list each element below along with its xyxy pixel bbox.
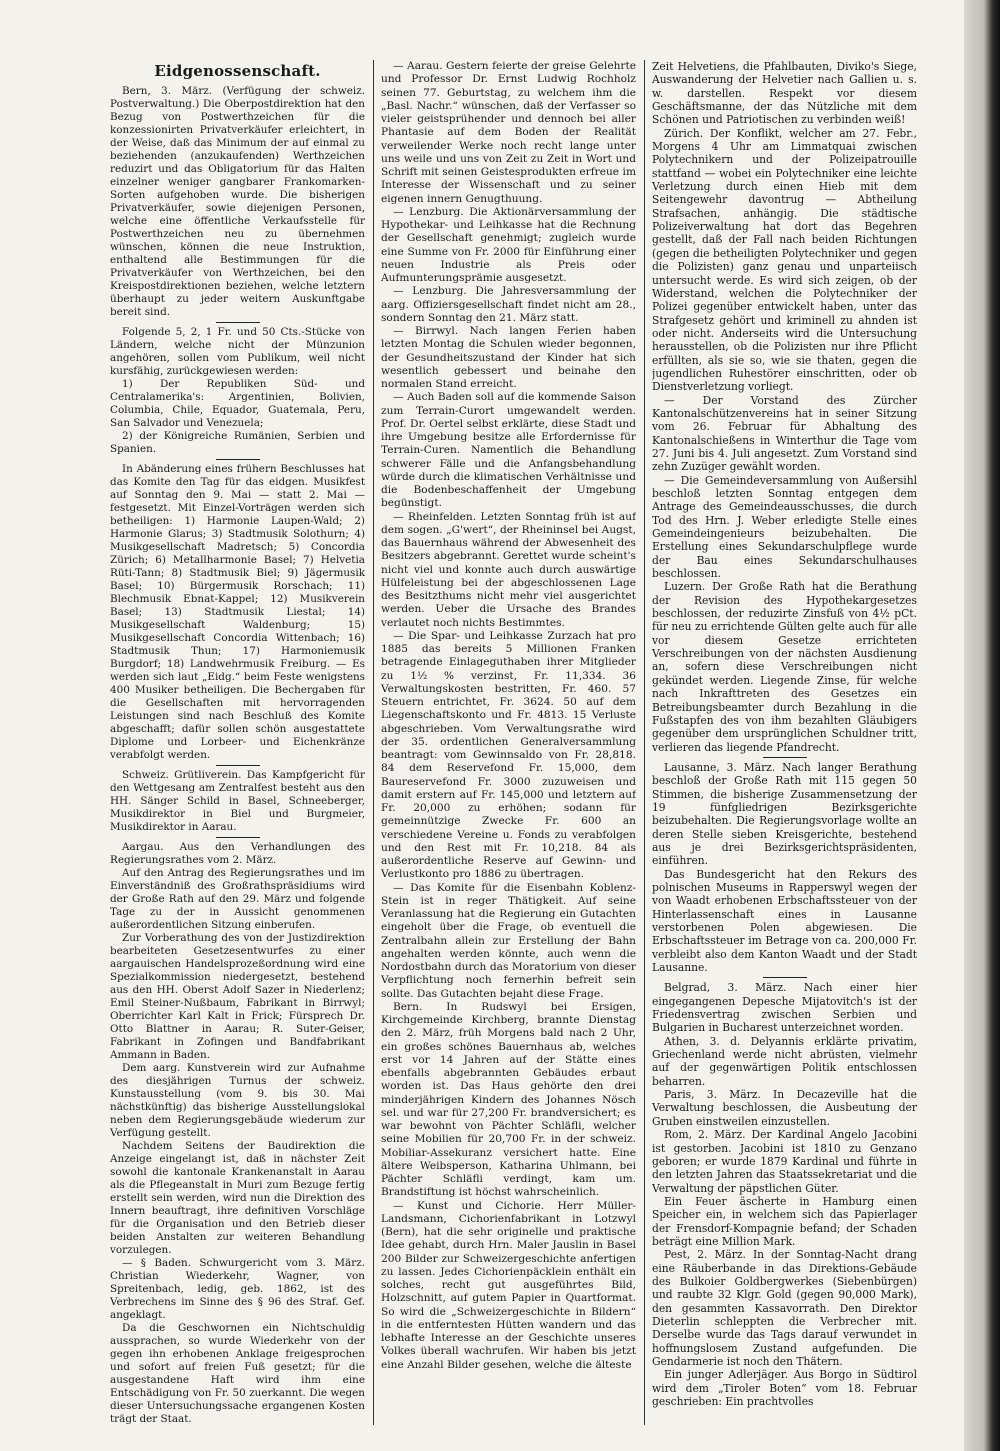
article-separator — [216, 837, 260, 838]
article-paragraph: Bern. In Rudswyl bei Ersigen, Kirchgemeinde Kirchberg, brannte Dienstag den 2. März, früh Morgens bald nach 2 Uhr, ein großes schönes Bauernhaus ab, welches erst vor 14 Jahren auf der Stätte eines ebenfalls abgebrannten Gebäudes erbaut worden ist. Das Haus gehörte den drei minderjährigen Kindern des Johannes Nösch sel. und war für 27,200 Fr. brandversichert; es war bewohnt von Pächter Schläfli, welcher seine Mobilien für 20,700 Fr. in der schweiz. Mobiliar-Assekuranz versichert hatte. Eine ältere Weibsperson, Katharina Uhlmann, bei Pächter Schläfli verdingt, kam um. Brandstiftung ist höchst wahrscheinlich. — [381, 1000, 636, 1199]
article-separator — [216, 459, 260, 460]
article-paragraph: Paris, 3. März. In Decazeville hat die Verwaltung beschlossen, die Ausbeutung der Gruben einstweilen einzustellen. — [652, 1088, 917, 1128]
column-rule-left — [373, 60, 374, 1425]
article-paragraph: — Rheinfelden. Letzten Sonntag früh ist auf dem sogen. „G'wert“, der Rheininsel bei Augst, das Bauernhaus während der Abwesenheit des Besitzers abgebrannt. Gerettet wurde scheint's nicht viel und konnte auch durch auswärtige Hülfeleistung bei der abgeschlossenen Lage des Besitzthums nicht mehr viel ausgerichtet werden. Ueber die Ursache des Brandes verlautet noch nichts Bestimmtes. — [381, 510, 636, 629]
article-paragraph: Da die Geschwornen ein Nichtschuldig aussprachen, so wurde Wiederkehr von der gegen ihn erhobenen Anklage freigesprochen und sofort auf freien Fuß gesetzt; für die ausgestandene Haft wird ihm eine Entschädigung von Fr. 50 zuerkannt. Die wegen dieser Untersuchungssache ergangenen Kosten trägt der Staat. — [110, 1322, 365, 1425]
article-paragraph: 2) der Königreiche Rumänien, Serbien und Spanien. — [110, 430, 365, 455]
article-paragraph: — § Baden. Schwurgericht vom 3. März. Christian Wiederkehr, Wagner, von Spreitenbach, ledig, geb. 1862, ist des Verbrechens im Sinne des § 96 des Straf. Gef. angeklagt. — [110, 1257, 365, 1321]
article-paragraph: — Aarau. Gestern feierte der greise Gelehrte und Professor Dr. Ernst Ludwig Rochholz seinen 77. Geburtstag, zu welchem ihm die „Basl. Nachr.“ wünschen, daß der Verfasser so vieler geistsprühender und dennoch bei aller Phantasie auf dem Boden der Realität verweilender Werke noch recht lange unter uns weile und uns von Zeit zu Zeit in Wort und Schrift mit seinen Geistesprodukten erfreue im Interesse der Wissenschaft und zu seiner eigenen innern Genugthuung. — [381, 60, 636, 205]
article-paragraph: Dem aarg. Kunstverein wird zur Aufnahme des diesjährigen Turnus der schweiz. Kunstausstellung (vom 9. bis 30. Mai nächstkünftig) das bisherige Ausstellungslokal neben dem Regierungsgebäude wiederum zur Verfügung gestellt. — [110, 1062, 365, 1139]
article-paragraph: Das Bundesgericht hat den Rekurs des polnischen Museums in Rapperswyl wegen der von Waadt erhobenen Erbschaftssteuer von der Hinterlassenschaft eines in Lausanne verstorbenen Polen abgewiesen. Die Erbschaftssteuer im Betrage von ca. 200,000 Fr. verbleibt also dem Kanton Waadt und der Stadt Lausanne. — [652, 867, 917, 975]
article-paragraph: Belgrad, 3. März. Nach einer hier eingegangenen Depesche Mijatovitch's ist der Friedensvertrag zwischen Serbien und Bulgarien in Bucharest unterzeichnet worden. — [652, 981, 917, 1035]
section-heading: Eidgenossenschaft. — [154, 62, 321, 80]
article-paragraph: — Kunst und Cichorie. Herr Müller-Landsmann, Cichorienfabrikant in Lotzwyl (Bern), hat die sehr originelle und praktische Idee gehabt, durch Hrn. Maler Jauslin in Basel 200 Bilder zur Schweizergeschichte anfertigen zu lassen. Jedes Cichorienpäcklein enthält ein solches, recht gut ausgeführtes Bild, Holzschnitt, auf gutem Papier in Quartformat. So wird die „Schweizergeschichte in Bildern“ in die entferntesten Hütten wandern und das lebhafte Interesse an der Geschichte unseres Volkes überall wachrufen. Wir haben bis jetzt eine Anzahl Bilder gesehen, welche die älteste — [381, 1199, 636, 1371]
column-3 — [652, 60, 917, 1425]
article-paragraph: Bern, 3. März. (Verfügung der schweiz. Postverwaltung.) Die Oberpostdirektion hat den Bezug von Postwerthzeichen für die konzessionirten Privatverkäufer erleichtert, in der Weise, daß das Minimum der auf einmal zu beziehenden (anzukaufenden) Werthzeichen reduzirt und das Obligatorium für das Halten einzelner weniger gangbarer Frankomarken-Sorten aufgehoben wurde. Die bisherigen Privatverkäufer, sowie diejenigen Personen, welche eine öffentliche Verkaufsstelle für Postwerthzeichen neu zu übernehmen wünschen, können die neue Instruktion, enthaltend alle Bestimmungen für die Privatverkäufer von Werthzeichen, bei den Kreispostdirektionen beziehen, welche letztern überhaupt zu jeder weitern Auskunftgabe bereit sind. — [110, 85, 365, 318]
article-paragraph: Nachdem Seitens der Baudirektion die Anzeige eingelangt ist, daß in nächster Zeit sowohl die kantonale Krankenanstalt in Aarau als die Pflegeanstalt in Muri zum Bezuge fertig erstellt sein werden, wird nun die Direktion des Innern beauftragt, ihre definitiven Vorschläge für die Organisation und den Betrieb dieser beiden Anstalten zur weiteren Behandlung vorzulegen. — [110, 1140, 365, 1256]
article-paragraph: — Auch Baden soll auf die kommende Saison zum Terrain-Curort umgewandelt werden. Prof. Dr. Oertel selbst erklärte, diese Stadt und ihre Umgebung besitze alle Erfordernisse für Terrain-Curen. Namentlich die Behandlung schwerer Fälle und die Anfangsbehandlung würde durch die klimatischen Verhältnisse und die Bodenbeschaffenheit der Umgebung begünstigt. — [381, 391, 636, 510]
article-paragraph: — Die Gemeindeversammlung von Außersihl beschloß letzten Sonntag entgegen dem Antrage des Gemeindeausschusses, die durch Tod des Hrn. J. Weber erledigte Stelle eines Gemeindeingenieurs beizubehalten. Die Erstellung eines Sekundarschulpflege wurde der Bau eines Sekundarschulhauses beschlossen. — [652, 473, 917, 581]
article-paragraph: Schweiz. Grütliverein. Das Kampfgericht für den Wettgesang am Zentralfest besteht aus den HH. Sänger Schild in Basel, Schneeberger, Musikdirektor in Biel und Burgmeier, Musikdirektor in Aarau. — [110, 769, 365, 833]
article-paragraph: Athen, 3. d. Delyannis erklärte privatim, Griechenland werde nicht abrüsten, vielmehr auf der gegenwärtigen Politik entschlossen beharren. — [652, 1034, 917, 1088]
article-paragraph: Aargau. Aus den Verhandlungen des Regierungsrathes vom 2. März. — [110, 841, 365, 866]
article-paragraph: Pest, 2. März. In der Sonntag-Nacht drang eine Räuberbande in das Direktions-Gebäude des Bulkoier Goldbergwerkes (Siebenbürgen) und raubte 32 Klgr. Gold (gegen 90,000 Mark), den gesammten Kassavorrath. Den Direktor Dieterlin schleppten die Verbrecher mit. Derselbe wurde das Tags darauf verwundet in hoffnungslosem Zustand aufgefunden. Die Gendarmerie ist noch den Thätern. — [652, 1248, 917, 1368]
article-separator — [216, 765, 260, 766]
article-paragraph: In Abänderung eines frühern Beschlusses hat das Komite den Tag für das eidgen. Musikfest auf Sonntag den 9. Mai — statt 2. Mai — festgesetzt. Mit Einzel-Vorträgen werden sich betheiligen: 1) Harmonie Laupen-Wald; 2) Harmonie Glarus; 3) Stadtmusik Solothurn; 4) Musikgesellschaft Madretsch; 5) Concordia Zürich; 6) Metallharmonie Basel; 7) Helvetia Rüti-Tann; 8) Stadtmusik Biel; 9) Jägermusik Basel; 10) Bürgermusik Rorschach; 11) Blechmusik Ebnat-Kappel; 12) Musikverein Basel; 13) Stadtmusik Liestal; 14) Musikgesellschaft Waldenburg; 15) Musikgesellschaft Concordia Wittenbach; 16) Stadtmusik Thun; 17) Harmoniemusik Burgdorf; 18) Landwehrmusik Freiburg. — Es werden sich laut „Eidg.“ beim Feste wenigstens 400 Musiker betheiligen. Die Bechergaben für die Gesellschaften mit hervorragenden Leistungen sind nach Beschluß des Komite abgeschafft; dafür sollen schön ausgestattete Diplome und Lorbeer- und Eichenkränze verabfolgt werden. — [110, 463, 365, 761]
article-paragraph: — Lenzburg. Die Jahresversammlung der aarg. Offiziersgesellschaft findet nicht am 28., sondern Sonntag den 21. März statt. — [381, 285, 636, 324]
column-2 — [381, 60, 636, 1425]
article-paragraph: Auf den Antrag des Regierungsrathes und im Einverständniß des Großrathspräsidiums wird der Große Rath auf den 29. März und folgende Tage zu der in Aussicht genommenen außerordentlichen Sitzung einberufen. — [110, 867, 365, 931]
article-paragraph: Zur Vorberathung des von der Justizdirektion bearbeiteten Gesetzesentwurfes zu einer aargauischen Handelsprozeßordnung wird eine Spezialkommission niedergesetzt, bestehend aus den HH. Oberst Adolf Sazer in Niederlenz; Emil Steiner-Nußbaum, Fabrikant in Birrwyl; Oberrichter Karl Kalt in Frick; Fürsprech Dr. Otto Blattner in Aarau; R. Suter-Geiser, Fabrikant in Zofingen und Bandfabrikant Ammann in Baden. — [110, 932, 365, 1061]
article-paragraph: Luzern. Der Große Rath hat die Berathung der Revision des Hypothekargesetzes beschlossen, der reduzirte Zinsfuß von 4½ pCt. für neu zu errichtende Gülten gelte auch für alle vor diesem Gesetze errichteten Verschreibungen von der nächsten Ausdienung an, sofern diese Verschreibungen nicht gekündet werden. Liegende Zinse, für welche nach Inkrafttreten des Gesetzes ein Betreibungsbeamter durch Bezahlung in die Fußstapfen des von ihm bezahlten Gläubigers gegenüber dem ursprünglichen Schuldner tritt, verlieren das liegende Pfandrecht. — [652, 580, 917, 754]
article-paragraph: — Der Vorstand des Zürcher Kantonalschützenvereins hat in seiner Sitzung vom 26. Februar für Abhaltung des Kantonalschießens in Winterthur die Tage vom 27. Juni bis 4. Juli angesetzt. Zum Vorstand sind zehn Zuzüger gewählt worden. — [652, 393, 917, 474]
article-paragraph: Rom, 2. März. Der Kardinal Angelo Jacobini ist gestorben. Jacobini ist 1810 zu Genzano geboren; er wurde 1879 Kardinal und führte in den letzten Jahren das Staatssekretariat und die Verwaltung der päpstlichen Güter. — [652, 1128, 917, 1195]
article-separator — [216, 322, 260, 323]
article-paragraph: Ein Feuer äscherte in Hamburg einen Speicher ein, in welchem sich das Papierlager der Frensdorf-Kompagnie befand; der Schaden beträgt eine Million Mark. — [652, 1194, 917, 1248]
article-paragraph: — Das Komite für die Eisenbahn Koblenz-Stein ist in reger Thätigkeit. Auf seine Veranlassung hat die Regierung ein Gutachten eingeholt über die Frage, ob eventuell die Zentralbahn allein zur Erstellung der Bahn angehalten werden könnte, auch wenn die Nordostbahn durch das Moratorium von dieser Verpflichtung noch fernerhin befreit sein sollte. Das Gutachten bejaht diese Frage. — [381, 881, 636, 1000]
article-separator — [763, 977, 807, 978]
article-paragraph: — Lenzburg. Die Aktionärversammlung der Hypothekar- und Leihkasse hat die Rechnung der Gesellschaft genehmigt; zugleich wurde eine Summe von Fr. 2000 für Einführung einer neuen Industrie als Preis oder Aufmunterungsprämie ausgesetzt. — [381, 205, 636, 284]
article-paragraph: Ein junger Adlerjäger. Aus Borgo in Südtirol wird dem „Tiroler Boten“ vom 18. Februar geschrieben: Ein prachtvolles — [652, 1368, 917, 1409]
article-paragraph: 1) Der Republiken Süd- und Centralamerika's: Argentinien, Bolivien, Columbia, Chile, Equador, Guatemala, Peru, San Salvador und Venezuela; — [110, 378, 365, 429]
article-separator — [763, 757, 807, 758]
column-rule-right — [644, 60, 645, 1425]
article-paragraph: — Birrwyl. Nach langen Ferien haben letzten Montag die Schulen wieder begonnen, der Gesundheitszustand der Kinder hat sich wesentlich gebessert und beinahe den normalen Stand erreicht. — [381, 325, 636, 390]
article-paragraph: Lausanne, 3. März. Nach langer Berathung beschloß der Große Rath mit 115 gegen 50 Stimmen, die bisherige Zusammensetzung der 19 fünfgliedrigen Bezirksgerichte beizubehalten. Die Regierungsvorlage wollte an deren Stelle sieben Kreisgerichte, bestehend aus je drei Bezirksgerichtspräsidenten, einführen. — [652, 760, 917, 868]
newspaper-page — [110, 60, 925, 1425]
article-paragraph: Zürich. Der Konflikt, welcher am 27. Febr., Morgens 4 Uhr am Limmatquai zwischen Polytechnikern und der Polizeipatrouille stattfand — wobei ein Polytechniker eine leichte Verletzung durch einen Hieb mit dem Seitengewehr davontrug — Abtheilung Strafsachen, anhängig. Die städtische Polizeiverwaltung hat dort das Begehren gestellt, daß der Fall nach beiden Richtungen (gegen die betheiligten Polytechniker und gegen die Polizisten) ganz genau und unparteiisch untersucht werde. Es wird sich zeigen, ob der Widerstand, welchen die Polytechniker der Polizei gegenüber entwickelt haben, unter das Strafgesetz gehört und kriminell zu ahnden ist oder nicht. Anderseits wird die Untersuchung herausstellen, ob die Polizisten nur ihre Pflicht erfüllten, als sie so, wie sie thaten, gegen die jugendlichen Ruhestörer einschritten, oder ob Dienstverletzung vorliegt. — [652, 126, 917, 394]
article-paragraph: — Die Spar- und Leihkasse Zurzach hat pro 1885 das bereits 5 Millionen Franken betragende Einlageguthaben ihrer Mitglieder zu 1½ % verzinst, Fr. 11,334. 36 Verwaltungskosten bestritten, Fr. 460. 57 Steuern entrichtet, Fr. 3624. 50 auf dem Liegenschaftskonto und Fr. 4813. 15 Verluste abgeschrieben. Vom Verwaltungsrathe wird der 35. ordentlichen Generalversammlung beantragt: vom Gewinnsaldo von Fr. 28,818. 84 dem Reservefond Fr. 15,000, dem Baureservefond Fr. 3000 zuzuweisen und damit erstern auf Fr. 145,000 und letztern auf Fr. 20,000 zu erhöhen; sodann für gemeinnützige Zwecke Fr. 600 an verschiedene Vereine u. Fonds zu verabfolgen und den Rest mit Fr. 10,218. 84 als außerordentliche Reserve auf Gewinn- und Verlustkonto pro 1886 zu übertragen. — [381, 629, 636, 881]
column-1 — [110, 60, 365, 1425]
article-paragraph: Zeit Helvetiens, die Pfahlbauten, Diviko's Siege, Auswanderung der Helvetier nach Gallien u. s. w. darstellen. Respekt vor diesem Geschäftsmanne, der das Nützliche mit dem Schönen und Patriotischen zu verbinden weiß! — [652, 60, 917, 127]
scan-page-edge — [964, 0, 1000, 1451]
article-paragraph: Folgende 5, 2, 1 Fr. und 50 Cts.-Stücke von Ländern, welche nicht der Münzunion angehören, sollen vom Publikum, weil nicht kursfähig, zurückgewiesen werden: — [110, 326, 365, 377]
